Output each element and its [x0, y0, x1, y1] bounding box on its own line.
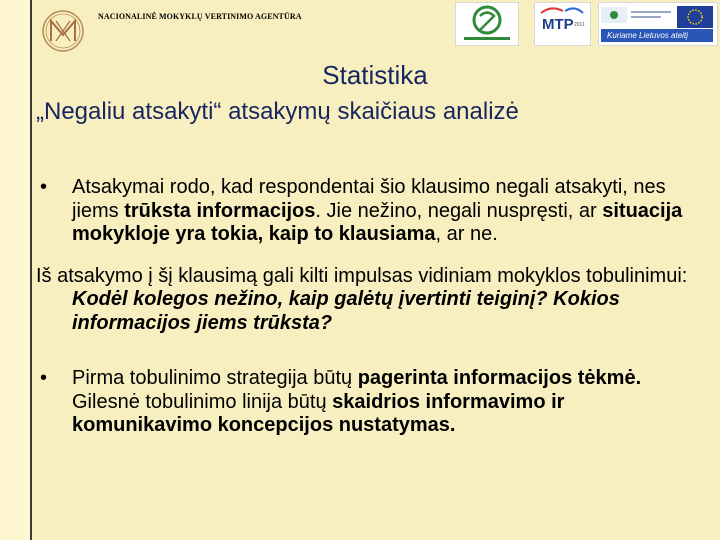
slide-header	[0, 0, 720, 58]
mtp-logo-sub: 2011	[574, 22, 585, 28]
slide-content	[36, 176, 706, 438]
slide-subtitle: „Negaliu atsakyti“ atsakymų skaičiaus analizė	[36, 98, 519, 125]
eu-funds-logo-text: Kuriame Lietuvos ateitį	[607, 31, 688, 40]
slide-title: Statistika	[322, 60, 428, 90]
bullet1-text-2: . Jie nežino, negali nuspręsti, ar	[315, 199, 603, 222]
bullet2-text-1: Pirma tobulinimo strategija būtų	[72, 367, 358, 389]
bullet1-text-1: Atsakymai rodo, kad respondentai šio klausimo negali atsakyti, nes jiems	[72, 176, 666, 222]
bullet1-bold-1: trūksta informacijos	[124, 199, 316, 222]
agency-name: NACIONALINĖ MOKYKLŲ VERTINIMO AGENTŪRA	[98, 12, 302, 21]
bullet-dot-icon: •	[40, 367, 48, 389]
bullet1-bold-2: situacija mokykloje yra tokia, kaip to klausiama	[72, 199, 683, 245]
para-emphasis: Kodėl kolegos nežino, kaip galėtų įvertinti teiginį? Kokios informacijos jiems trūksta?	[72, 288, 620, 334]
bullet-dot-icon: •	[40, 176, 48, 198]
ministry-logo	[455, 2, 519, 46]
agency-logo-icon	[38, 8, 88, 54]
bullet2-bold-1: pagerinta informacijos tėkmė.	[357, 367, 642, 389]
ministry-emblem-icon	[456, 3, 518, 45]
bullet-item-2	[36, 367, 706, 438]
mtp-logo	[534, 2, 591, 46]
bullet-item-1	[36, 176, 706, 247]
bullet2-text-2: Gilesnė tobulinimo linija būtų	[72, 390, 333, 413]
bullet2-bold-2: skaidrios informavimo ir komunikavimo koncepcijos nustatymas.	[72, 390, 565, 436]
mtp-logo-text: MTP	[542, 16, 574, 33]
paragraph-item	[36, 265, 706, 336]
eu-funds-logo	[598, 2, 718, 46]
bullet1-text-3: , ar ne.	[435, 223, 498, 245]
para-text-1: Iš atsakymo į šį klausimą gali kilti impulsas vidiniam mokyklos tobulinimui:	[36, 264, 688, 287]
